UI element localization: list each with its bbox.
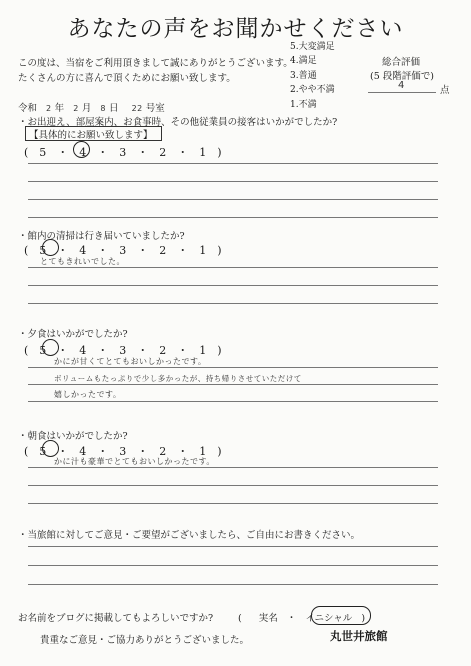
scale-item-1: 1.不満 <box>290 99 317 110</box>
section-4-comment-1: かに汁も豪華でとてもおいしかったです。 <box>54 457 215 466</box>
room-number: 22 <box>131 104 143 113</box>
answer-line <box>28 367 438 368</box>
section-2-rating: ( 5 ・ 4 ・ 3 ・ 2 ・ 1 ) <box>24 244 222 257</box>
section-1-question: ・お出迎え、部屋案内、お食事時、その他従業員の接客はいかがでしたか? <box>18 117 338 128</box>
answer-line <box>28 467 438 468</box>
room-unit: 号室 <box>145 103 165 114</box>
answer-line <box>28 584 438 585</box>
section-1-selected-circle <box>73 141 90 158</box>
date-era: 令和 <box>18 103 38 114</box>
inn-name: 丸世井旅館 <box>330 629 388 643</box>
intro-line-2: たくさんの方に喜んで頂くためにお願い致します。 <box>18 73 236 84</box>
name-option-real: 実名 <box>258 613 278 624</box>
initial-selected-circle <box>311 606 371 625</box>
thanks-message: 貴重なご意見・ご協力ありがとうございました。 <box>40 635 250 646</box>
answer-line <box>28 485 438 486</box>
date-year-unit: 年 <box>54 103 65 114</box>
overall-unit: 点 <box>440 85 450 96</box>
overall-sublabel: (5 段階評価で) <box>370 71 434 82</box>
section-3-comment-2: ボリュームもたっぷりで少し多かったが、持ち帰りさせていただけて <box>54 374 302 383</box>
section-1-rating: ( 5 ・ 4 ・ 3 ・ 2 ・ 1 ) <box>24 146 222 159</box>
close-paren: ) <box>361 613 366 624</box>
answer-line <box>28 546 438 547</box>
open-paren: ( <box>238 613 242 624</box>
answer-line <box>28 285 438 286</box>
section-3-comment-3: 嬉しかったです。 <box>54 390 122 399</box>
section-4-selected-circle <box>42 440 59 457</box>
answer-line <box>28 217 438 218</box>
date-year: 2 <box>46 104 52 113</box>
answer-line <box>28 303 438 304</box>
rating-scale <box>290 40 335 112</box>
intro-line-1: この度は、当宿をご利用頂きまして誠にありがとうございます。 <box>18 58 293 69</box>
date-room-row <box>18 100 165 114</box>
date-day: 8 <box>100 104 106 113</box>
section-1-detail-label: 【具体的にお願い致します】 <box>29 130 153 141</box>
page-title: あなたの声をお聞かせください <box>67 16 404 42</box>
answer-line <box>28 503 438 504</box>
answer-line <box>28 163 438 164</box>
name-option-initial: イニシャル <box>305 613 353 624</box>
name-option-separator: ・ <box>286 613 297 624</box>
date-month-unit: 月 <box>81 103 92 114</box>
section-2-question: ・館内の清掃は行き届いていましたか? <box>18 231 185 242</box>
scale-item-3: 3.普通 <box>290 70 317 81</box>
answer-line <box>28 384 438 385</box>
overall-value: 4 <box>398 80 405 91</box>
section-3-question: ・夕食はいかがでしたか? <box>18 329 128 340</box>
date-day-unit: 日 <box>109 103 119 114</box>
blog-question: お名前をブログに掲載してもよろしいですか? <box>18 613 214 624</box>
answer-line <box>28 401 438 402</box>
answer-line <box>28 181 438 182</box>
scale-item-5: 5.大変満足 <box>290 42 335 52</box>
section-3-selected-circle <box>42 339 59 356</box>
overall-label: 総合評価 <box>382 57 421 68</box>
section-4-question: ・朝食はいかがでしたか? <box>18 431 128 442</box>
section-4-rating: ( 5 ・ 4 ・ 3 ・ 2 ・ 1 ) <box>24 445 222 458</box>
scale-item-4: 4.満足 <box>290 56 317 67</box>
answer-line <box>28 267 438 268</box>
section-2-comment-1: とてもきれいでした。 <box>40 257 125 266</box>
section-5-question: ・当旅館に対してご意見・ご要望がございましたら、ご自由にお書きください。 <box>18 530 361 541</box>
section-3-comment-1: かにが甘くてとてもおいしかったです。 <box>54 357 207 366</box>
answer-line <box>28 199 438 200</box>
section-3-rating: ( 5 ・ 4 ・ 3 ・ 2 ・ 1 ) <box>24 344 222 357</box>
scale-item-2: 2.やや不満 <box>290 85 335 96</box>
date-month: 2 <box>73 104 79 113</box>
overall-underline <box>368 92 436 93</box>
answer-line <box>28 565 438 566</box>
section-2-selected-circle <box>42 239 59 256</box>
